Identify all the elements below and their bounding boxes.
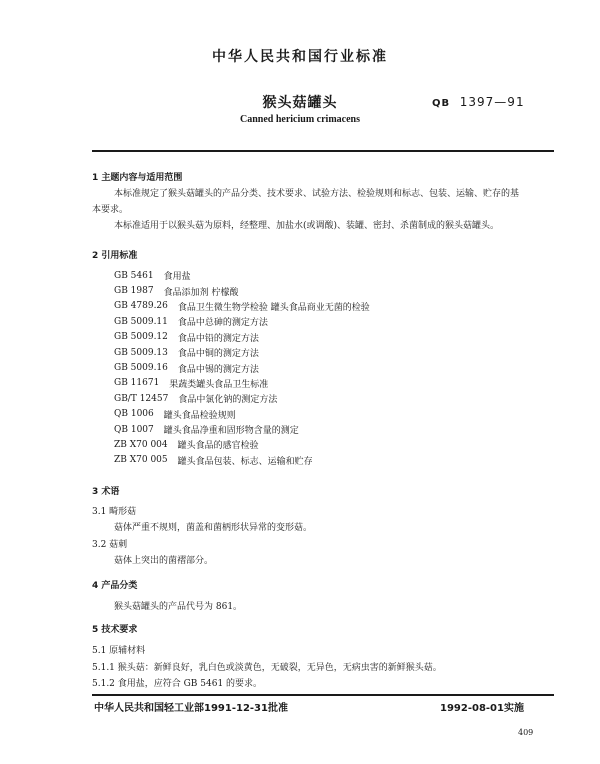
reference-item <box>114 453 370 468</box>
ministry-heading: 中华人民共和国行业标准 <box>212 49 388 65</box>
reference-title: 食品中总砷的测定方法 <box>177 318 268 329</box>
reference-title: 果蔬类罐头食品卫生标准 <box>169 379 269 390</box>
term-1-definition: 菇体严重不规则，菌盖和菌柄形状异常的变形菇。 <box>114 523 313 533</box>
reference-title: 食用盐 <box>163 272 191 283</box>
standard-code: 1397—91 <box>459 95 525 109</box>
term-1-heading: 3.1 畸形菇 <box>92 507 137 517</box>
reference-code: GB 5009.13 <box>114 347 168 358</box>
standard-title-cn: 猴头菇罐头 <box>262 95 338 111</box>
reference-item <box>114 437 370 452</box>
reference-item <box>114 314 370 329</box>
reference-code: QB 1006 <box>114 409 154 420</box>
reference-item <box>114 407 370 422</box>
section-1-paragraph-2: 本标准适用于以猴头菇为原料，经整理、加盐水(或调酸)、装罐、密封、杀菌制成的猴头菇罐头。 <box>114 221 500 231</box>
section-5-heading: 5 技术要求 <box>92 625 138 635</box>
reference-code: GB 5461 <box>114 270 154 281</box>
reference-title: 食品中锡的测定方法 <box>177 364 259 375</box>
reference-code: ZB X70 004 <box>114 439 168 450</box>
reference-item <box>114 422 370 437</box>
reference-item <box>114 360 370 375</box>
section-4-heading: 4 产品分类 <box>92 581 138 591</box>
top-divider <box>92 150 554 152</box>
reference-item <box>114 283 370 298</box>
reference-item <box>114 376 370 391</box>
section-1-paragraph-1-line-2: 本要求。 <box>92 205 129 215</box>
clause-5-1-2: 5.1.2 食用盐，应符合 GB 5461 的要求。 <box>92 679 263 689</box>
section-3-heading: 3 术语 <box>92 487 120 497</box>
reference-code: GB 11671 <box>114 378 160 389</box>
reference-code: GB 5009.16 <box>114 363 168 374</box>
reference-item <box>114 299 370 314</box>
reference-title: 罐头食品包装、标志、运输和贮存 <box>177 456 313 467</box>
term-2-definition: 菇体上突出的菌褶部分。 <box>114 556 214 566</box>
reference-title: 食品卫生微生物学检验 罐头食品商业无菌的检验 <box>177 302 370 313</box>
reference-title: 食品添加剂 柠檬酸 <box>163 287 239 298</box>
reference-code: GB/T 12457 <box>114 393 169 404</box>
reference-item <box>114 268 370 283</box>
reference-title: 食品中氯化钠的测定方法 <box>178 395 278 406</box>
standard-prefix: QB <box>432 98 451 109</box>
standard-number <box>432 95 525 109</box>
section-1-paragraph-1-line-1: 本标准规定了猴头菇罐头的产品分类、技术要求、试验方法、检验规则和标志、包装、运输、贮存的基 <box>114 189 520 199</box>
reference-title: 罐头食品的感官检验 <box>177 441 259 452</box>
section-2-heading: 2 引用标准 <box>92 251 138 261</box>
reference-list <box>114 268 370 468</box>
section-4-text: 猴头菇罐头的产品代号为 861。 <box>114 602 243 612</box>
bottom-divider <box>92 694 554 696</box>
reference-item <box>114 330 370 345</box>
reference-code: GB 4789.26 <box>114 301 168 312</box>
page-number: 409 <box>518 728 534 737</box>
term-2-heading: 3.2 菇刺 <box>92 540 128 550</box>
reference-code: GB 5009.12 <box>114 332 168 343</box>
section-1-heading: 1 主题内容与适用范围 <box>92 173 183 183</box>
reference-item <box>114 391 370 406</box>
clause-5-1: 5.1 原辅材料 <box>92 646 146 656</box>
reference-code: GB 5009.11 <box>114 316 168 327</box>
standard-title-en: Canned hericium crimacens <box>240 114 360 125</box>
reference-item <box>114 345 370 360</box>
reference-title: 罐头食品净重和固形物含量的测定 <box>163 426 299 437</box>
reference-code: QB 1007 <box>114 424 154 435</box>
reference-code: ZB X70 005 <box>114 455 168 466</box>
reference-title: 食品中铜的测定方法 <box>177 349 259 360</box>
reference-title: 食品中铅的测定方法 <box>177 333 259 344</box>
clause-5-1-1: 5.1.1 猴头菇：新鲜良好，乳白色或淡黄色，无破裂，无异色，无病虫害的新鲜猴头菇。 <box>92 663 442 673</box>
reference-title: 罐头食品检验规则 <box>163 410 236 421</box>
reference-code: GB 1987 <box>114 286 154 297</box>
effective-date: 1992-08-01实施 <box>440 703 524 714</box>
approval-line: 中华人民共和国轻工业部1991-12-31批准 <box>94 703 288 714</box>
